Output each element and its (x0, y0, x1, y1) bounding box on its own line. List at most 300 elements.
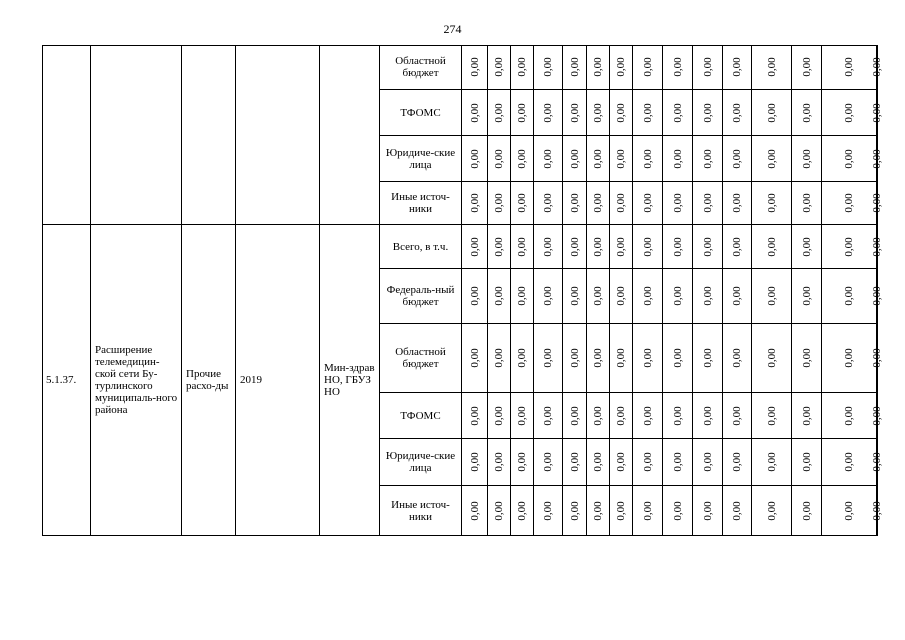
value-cell (693, 486, 723, 536)
value-cell (511, 269, 534, 324)
value-text: 0,00 (468, 102, 481, 123)
row-code (42, 45, 91, 225)
value-text: 0,00 (493, 405, 505, 426)
value-cell (462, 269, 488, 324)
value-text: 0,00 (843, 348, 855, 368)
value-cell (563, 136, 587, 182)
value-text: 0,00 (592, 286, 604, 306)
value-cell (610, 45, 633, 90)
value-text: 0,00 (701, 148, 714, 169)
value-cell (534, 324, 563, 393)
value-cell (511, 486, 534, 536)
value-cell (488, 324, 511, 393)
value-cell (822, 225, 877, 269)
value-cell (610, 439, 633, 486)
value-cell (792, 269, 822, 324)
value-text: 0,00 (493, 57, 505, 77)
value-cell (488, 45, 511, 90)
value-cell (534, 225, 563, 269)
value-text: 0,00 (701, 236, 714, 257)
value-cell (610, 182, 633, 225)
value-text: 0,00 (843, 500, 855, 521)
value-text: 0,00 (800, 286, 813, 306)
value-text: 0,00 (800, 193, 813, 213)
value-cell (723, 324, 752, 393)
value-text: 0,00 (468, 57, 481, 77)
value-cell (752, 324, 792, 393)
value-text: 0,00 (592, 193, 604, 213)
value-text: 0,00 (701, 193, 714, 213)
value-cell (511, 45, 534, 90)
value-cell (663, 393, 693, 439)
value-text: 0,00 (731, 405, 743, 426)
value-text: 0,00 (843, 57, 855, 77)
row-executor-text: Мин-здрав НО, ГБУЗ НО (324, 362, 375, 398)
funding-source (380, 45, 462, 90)
value-text: 0,00 (641, 348, 654, 368)
funding-source (380, 90, 462, 136)
value-text: 0,00 (641, 500, 654, 521)
row-year-text: 2019 (240, 374, 262, 386)
value-cell (610, 486, 633, 536)
value-cell (663, 269, 693, 324)
value-text: 0,00 (615, 348, 627, 368)
value-text: 0,00 (516, 348, 528, 368)
value-cell (752, 439, 792, 486)
value-text: 0,00 (568, 236, 581, 257)
value-text: 0,00 (516, 148, 528, 169)
value-cell (693, 182, 723, 225)
value-text: 0,00 (843, 193, 855, 213)
value-cell (752, 269, 792, 324)
value-cell (462, 182, 488, 225)
value-text: 0,00 (731, 236, 743, 257)
value-cell (723, 439, 752, 486)
value-cell (871, 324, 883, 393)
value-cell (534, 439, 563, 486)
value-cell (633, 90, 663, 136)
value-cell (752, 182, 792, 225)
funding-source-label: Областной бюджет (395, 346, 446, 370)
value-text: 0,00 (592, 500, 604, 521)
value-text: 0,00 (493, 348, 505, 368)
value-cell (462, 45, 488, 90)
value-cell (663, 90, 693, 136)
funding-source-label: Областной бюджет (395, 55, 446, 79)
value-cell (723, 486, 752, 536)
value-text: 0,00 (641, 286, 654, 306)
value-text: 0,00 (493, 452, 505, 472)
value-cell (663, 45, 693, 90)
value-text: 0,00 (542, 348, 554, 368)
value-cell (511, 393, 534, 439)
value-text: 0,00 (765, 348, 778, 368)
value-text: 0,00 (871, 405, 883, 426)
value-text: 0,00 (468, 193, 481, 213)
value-text: 0,00 (468, 148, 481, 169)
funding-source (380, 486, 462, 536)
value-text: 0,00 (701, 500, 714, 521)
value-cell (462, 439, 488, 486)
value-text: 0,00 (701, 286, 714, 306)
value-text: 0,00 (765, 102, 778, 123)
value-text: 0,00 (493, 286, 505, 306)
value-cell (488, 136, 511, 182)
value-text: 0,00 (516, 405, 528, 426)
value-text: 0,00 (516, 500, 528, 521)
value-text: 0,00 (800, 57, 813, 77)
value-cell (488, 439, 511, 486)
value-cell (488, 486, 511, 536)
value-text: 0,00 (615, 286, 627, 306)
value-text: 0,00 (701, 102, 714, 123)
funding-source-label: Иные источ-ники (391, 191, 450, 215)
value-text: 0,00 (516, 236, 528, 257)
value-text: 0,00 (800, 452, 813, 472)
value-text: 0,00 (843, 102, 855, 123)
value-text: 0,00 (615, 405, 627, 426)
value-cell (633, 136, 663, 182)
value-cell (488, 225, 511, 269)
row-year (236, 225, 320, 536)
value-text: 0,00 (731, 500, 743, 521)
value-text: 0,00 (568, 286, 581, 306)
value-cell (822, 90, 877, 136)
value-cell (752, 45, 792, 90)
value-text: 0,00 (542, 57, 554, 77)
value-text: 0,00 (568, 193, 581, 213)
value-cell (633, 486, 663, 536)
row-name (91, 45, 182, 225)
value-text: 0,00 (731, 148, 743, 169)
value-text: 0,00 (516, 452, 528, 472)
value-cell (511, 136, 534, 182)
value-text: 0,00 (871, 236, 883, 257)
value-cell (663, 225, 693, 269)
value-text: 0,00 (871, 193, 883, 213)
value-cell (822, 486, 877, 536)
value-cell (511, 225, 534, 269)
row-name-text: Расширение телемедицин-ской сети Бу-турлинского муниципаль-ного района (95, 344, 178, 416)
value-text: 0,00 (516, 57, 528, 77)
value-text: 0,00 (871, 500, 883, 521)
value-cell (563, 439, 587, 486)
value-text: 0,00 (731, 286, 743, 306)
value-cell (534, 486, 563, 536)
value-text: 0,00 (615, 193, 627, 213)
funding-source-label: Юридиче-ские лица (385, 450, 456, 474)
value-text: 0,00 (493, 236, 505, 257)
value-cell (633, 439, 663, 486)
value-cell (752, 393, 792, 439)
value-text: 0,00 (568, 452, 581, 472)
row-code-text: 5.1.37. (46, 374, 77, 386)
value-text: 0,00 (493, 193, 505, 213)
value-text: 0,00 (615, 500, 627, 521)
value-text: 0,00 (871, 452, 883, 472)
value-text: 0,00 (871, 102, 883, 123)
value-text: 0,00 (731, 452, 743, 472)
value-text: 0,00 (468, 500, 481, 521)
value-cell (633, 182, 663, 225)
value-text: 0,00 (671, 452, 684, 472)
value-cell (871, 269, 883, 324)
value-cell (633, 393, 663, 439)
value-cell (511, 90, 534, 136)
value-cell (563, 45, 587, 90)
value-text: 0,00 (800, 148, 813, 169)
value-text: 0,00 (516, 193, 528, 213)
value-text: 0,00 (592, 348, 604, 368)
value-text: 0,00 (843, 452, 855, 472)
value-cell (723, 182, 752, 225)
value-text: 0,00 (592, 148, 604, 169)
value-text: 0,00 (468, 286, 481, 306)
value-cell (752, 486, 792, 536)
value-cell (462, 90, 488, 136)
value-cell (792, 45, 822, 90)
value-text: 0,00 (592, 102, 604, 123)
row-category (182, 225, 236, 536)
value-cell (587, 439, 610, 486)
funding-source (380, 393, 462, 439)
value-text: 0,00 (468, 348, 481, 368)
value-text: 0,00 (765, 148, 778, 169)
value-cell (723, 45, 752, 90)
value-cell (693, 45, 723, 90)
value-text: 0,00 (671, 286, 684, 306)
value-text: 0,00 (542, 286, 554, 306)
value-text: 0,00 (731, 102, 743, 123)
value-cell (633, 269, 663, 324)
row-year (236, 45, 320, 225)
value-cell (462, 136, 488, 182)
value-text: 0,00 (765, 236, 778, 257)
value-cell (723, 393, 752, 439)
value-cell (822, 393, 877, 439)
funding-source (380, 439, 462, 486)
value-cell (693, 269, 723, 324)
value-text: 0,00 (542, 148, 554, 169)
value-text: 0,00 (641, 148, 654, 169)
value-cell (610, 269, 633, 324)
value-cell (534, 393, 563, 439)
row-executor (320, 225, 380, 536)
value-text: 0,00 (671, 236, 684, 257)
value-cell (822, 324, 877, 393)
value-cell (462, 225, 488, 269)
value-text: 0,00 (542, 500, 554, 521)
value-cell (752, 136, 792, 182)
value-cell (563, 393, 587, 439)
value-cell (693, 136, 723, 182)
value-text: 0,00 (701, 348, 714, 368)
value-cell (723, 269, 752, 324)
value-text: 0,00 (615, 57, 627, 77)
value-text: 0,00 (542, 236, 554, 257)
value-cell (563, 486, 587, 536)
value-cell (462, 324, 488, 393)
value-text: 0,00 (568, 500, 581, 521)
value-text: 0,00 (843, 286, 855, 306)
value-text: 0,00 (671, 102, 684, 123)
value-text: 0,00 (671, 148, 684, 169)
row-executor (320, 45, 380, 225)
value-cell (633, 324, 663, 393)
value-text: 0,00 (615, 148, 627, 169)
value-cell (871, 182, 883, 225)
value-cell (610, 225, 633, 269)
value-cell (822, 269, 877, 324)
value-text: 0,00 (468, 405, 481, 426)
value-cell (563, 225, 587, 269)
value-text: 0,00 (641, 236, 654, 257)
value-text: 0,00 (542, 405, 554, 426)
funding-source-label: ТФОМС (400, 106, 441, 119)
value-text: 0,00 (592, 236, 604, 257)
value-cell (563, 182, 587, 225)
value-cell (663, 324, 693, 393)
value-cell (792, 324, 822, 393)
value-cell (534, 45, 563, 90)
value-cell (462, 486, 488, 536)
value-text: 0,00 (592, 452, 604, 472)
value-text: 0,00 (765, 405, 778, 426)
value-cell (587, 90, 610, 136)
value-text: 0,00 (701, 57, 714, 77)
funding-source-label: Федераль-ный бюджет (386, 284, 455, 308)
value-cell (488, 393, 511, 439)
value-text: 0,00 (615, 236, 627, 257)
value-cell (792, 393, 822, 439)
value-cell (871, 45, 883, 90)
value-text: 0,00 (568, 57, 581, 77)
value-cell (462, 393, 488, 439)
value-cell (633, 225, 663, 269)
value-text: 0,00 (701, 405, 714, 426)
value-cell (587, 269, 610, 324)
value-cell (563, 90, 587, 136)
value-text: 0,00 (671, 405, 684, 426)
value-text: 0,00 (516, 102, 528, 123)
value-cell (723, 90, 752, 136)
value-cell (511, 182, 534, 225)
funding-source-label: Юридиче-ские лица (385, 146, 456, 171)
value-text: 0,00 (731, 57, 743, 77)
value-cell (587, 225, 610, 269)
value-cell (534, 269, 563, 324)
value-text: 0,00 (671, 500, 684, 521)
value-cell (663, 439, 693, 486)
value-cell (693, 90, 723, 136)
value-text: 0,00 (871, 286, 883, 306)
value-cell (534, 136, 563, 182)
value-cell (792, 225, 822, 269)
value-cell (610, 90, 633, 136)
value-text: 0,00 (701, 452, 714, 472)
page-number: 274 (443, 22, 462, 36)
row-category (182, 45, 236, 225)
row-name (91, 225, 182, 536)
value-cell (723, 136, 752, 182)
value-cell (663, 182, 693, 225)
value-cell (752, 90, 792, 136)
value-text: 0,00 (468, 236, 481, 257)
value-cell (587, 45, 610, 90)
value-cell (792, 486, 822, 536)
value-text: 0,00 (568, 405, 581, 426)
funding-source (380, 182, 462, 225)
value-text: 0,00 (641, 102, 654, 123)
value-text: 0,00 (568, 102, 581, 123)
value-text: 0,00 (542, 102, 554, 123)
value-text: 0,00 (542, 452, 554, 472)
value-text: 0,00 (765, 286, 778, 306)
value-text: 0,00 (542, 193, 554, 213)
value-cell (610, 393, 633, 439)
value-cell (792, 439, 822, 486)
value-cell (792, 136, 822, 182)
value-cell (488, 90, 511, 136)
value-cell (693, 439, 723, 486)
value-cell (511, 439, 534, 486)
value-cell (587, 486, 610, 536)
value-text: 0,00 (641, 405, 654, 426)
value-text: 0,00 (765, 452, 778, 472)
funding-source (380, 136, 462, 182)
value-cell (587, 393, 610, 439)
value-cell (871, 136, 883, 182)
value-cell (563, 269, 587, 324)
funding-source-label: ТФОМС (400, 409, 441, 422)
value-cell (822, 136, 877, 182)
value-cell (822, 45, 877, 90)
value-text: 0,00 (843, 148, 855, 169)
value-text: 0,00 (516, 286, 528, 306)
funding-source-label: Иные источ-ники (391, 498, 450, 523)
funding-source (380, 225, 462, 269)
value-cell (752, 225, 792, 269)
value-text: 0,00 (843, 236, 855, 257)
value-cell (587, 136, 610, 182)
value-text: 0,00 (765, 193, 778, 213)
value-cell (723, 225, 752, 269)
value-text: 0,00 (493, 148, 505, 169)
value-text: 0,00 (765, 500, 778, 521)
value-cell (693, 225, 723, 269)
value-text: 0,00 (731, 193, 743, 213)
value-cell (822, 439, 877, 486)
value-text: 0,00 (568, 148, 581, 169)
value-text: 0,00 (671, 193, 684, 213)
value-cell (563, 324, 587, 393)
value-text: 0,00 (493, 500, 505, 521)
value-cell (663, 136, 693, 182)
value-cell (488, 182, 511, 225)
value-text: 0,00 (765, 57, 778, 77)
value-cell (871, 90, 883, 136)
value-text: 0,00 (800, 405, 813, 426)
value-cell (534, 90, 563, 136)
value-text: 0,00 (871, 148, 883, 169)
value-cell (822, 182, 877, 225)
value-text: 0,00 (568, 348, 581, 368)
value-text: 0,00 (671, 57, 684, 77)
value-cell (871, 439, 883, 486)
value-cell (534, 182, 563, 225)
value-text: 0,00 (843, 405, 855, 426)
value-cell (871, 486, 883, 536)
